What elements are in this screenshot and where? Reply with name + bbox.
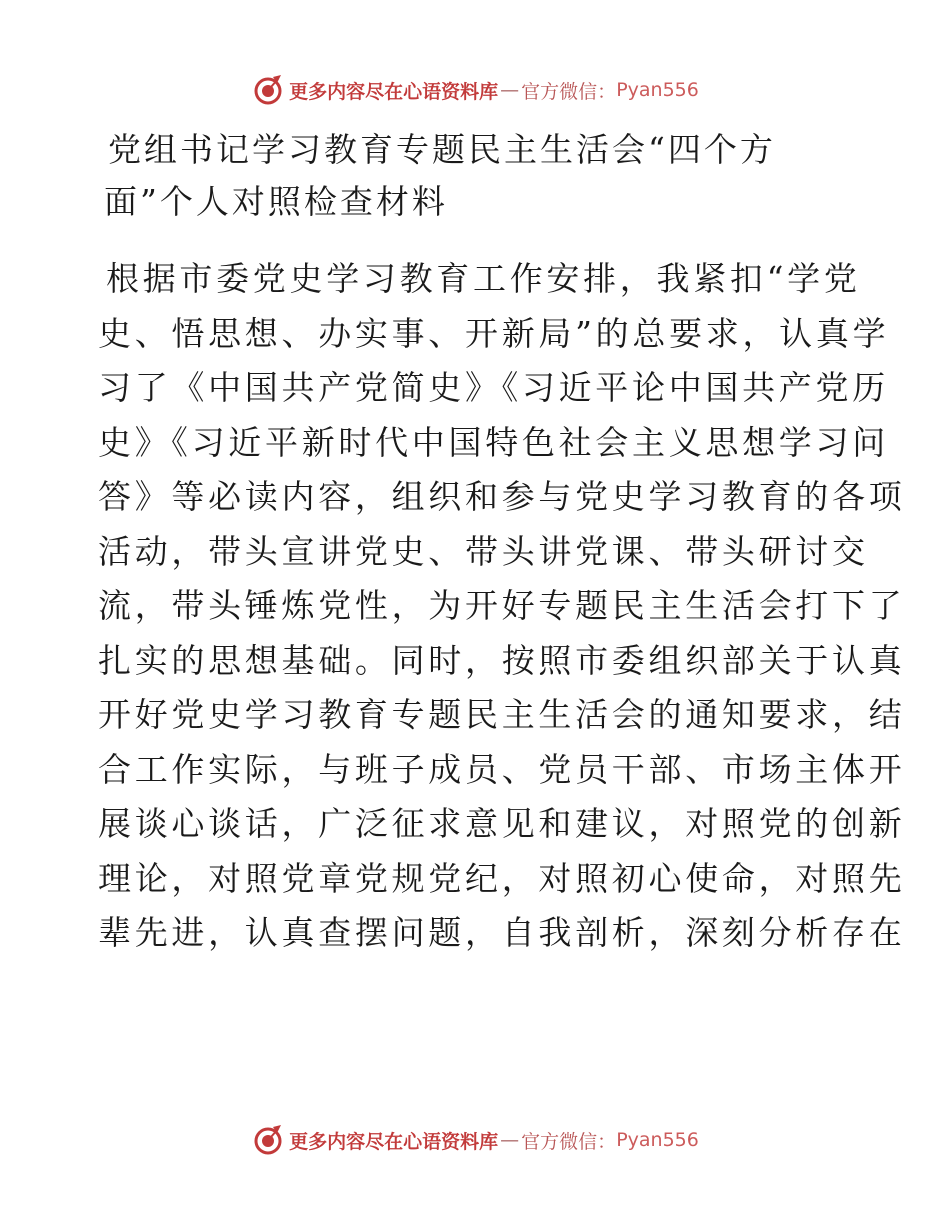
body-line: 辈先进，认真查摆问题，自我剖析，深刻分析存在 bbox=[98, 913, 906, 952]
document-body bbox=[98, 252, 906, 961]
banner-site-text: 更多内容尽在心语资料库 bbox=[289, 80, 499, 103]
banner-wechat-id: Pyan556 bbox=[616, 1129, 699, 1151]
body-line: 流，带头锤炼党性，为开好专题民主生活会打下了 bbox=[98, 586, 906, 625]
title-line: 党组书记学习教育专题民主生活会“四个方 bbox=[108, 130, 776, 169]
body-line: 展谈心谈话，广泛征求意见和建议，对照党的创新 bbox=[98, 804, 906, 843]
body-line: 史、悟思想、办实事、开新局”的总要求，认真学 bbox=[98, 313, 890, 353]
body-line: 史》《习近平新时代中国特色社会主义思想学习问 bbox=[98, 422, 889, 462]
body-line: 扎实的思想基础。同时，按照市委组织部关于认真 bbox=[98, 640, 906, 680]
body-line: 习了《中国共产党简史》《习近平论中国共产党历 bbox=[98, 368, 889, 407]
banner-wechat-label: 官方微信： bbox=[521, 1130, 617, 1153]
title-line: 面”个人对照检查材料 bbox=[104, 182, 448, 221]
body-line: 开好党史学习教育专题民主生活会的通知要求，结 bbox=[98, 695, 906, 734]
header-banner bbox=[0, 70, 950, 110]
document-title bbox=[104, 124, 864, 228]
body-line: 理论，对照党章党规党纪，对照初心使命，对照先 bbox=[98, 858, 906, 898]
banner-dash: — bbox=[500, 1129, 520, 1151]
banner-wechat-id: Pyan556 bbox=[616, 79, 699, 101]
footer-banner bbox=[0, 1120, 950, 1160]
banner-wechat-label: 官方微信： bbox=[521, 80, 617, 103]
body-line: 答》等必读内容，组织和参与党史学习教育的各项 bbox=[98, 477, 906, 516]
banner-site-text: 更多内容尽在心语资料库 bbox=[289, 1130, 499, 1153]
body-line: 根据市委党史学习教育工作安排，我紧扣“学党 bbox=[106, 259, 861, 298]
body-line: 活动，带头宣讲党史、带头讲党课、带头研讨交 bbox=[98, 531, 869, 571]
banner-dash: — bbox=[500, 79, 520, 101]
body-line: 合工作实际，与班子成员、党员干部、市场主体开 bbox=[98, 749, 906, 789]
quill-seal-icon bbox=[251, 1123, 285, 1157]
quill-seal-icon bbox=[251, 73, 285, 107]
